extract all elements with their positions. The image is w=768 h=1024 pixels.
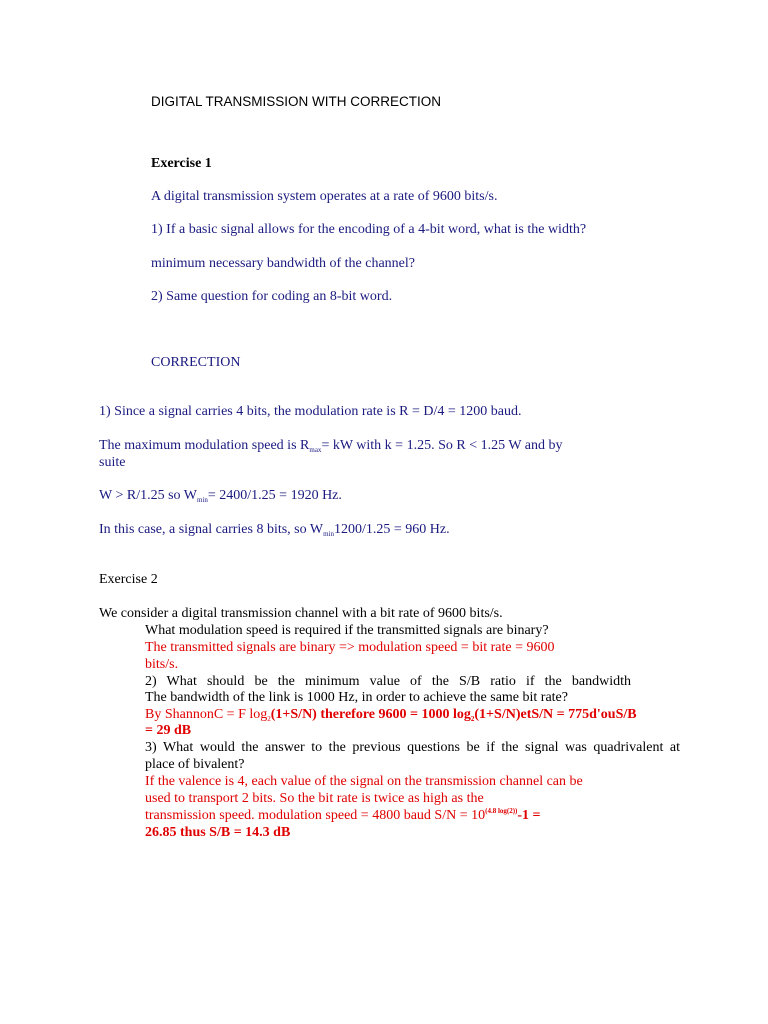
exercise2-question3-line1: 3) What would the answer to the previous questions be if the signal was quadrivalent at: [145, 740, 680, 755]
exercise2-answer2-text-a: By ShannonC = F log: [145, 707, 268, 722]
page-title: DIGITAL TRANSMISSION WITH CORRECTION: [151, 94, 442, 109]
exercise1-question1-line2: minimum necessary bandwidth of the channel?: [151, 256, 415, 271]
correction-line3-text-b: = 2400/1.25 = 1920 Hz.: [207, 488, 342, 503]
exercise2-answer2-line2: = 29 dB: [145, 723, 192, 738]
correction-line2: [99, 438, 563, 454]
correction-heading: CORRECTION: [151, 355, 241, 370]
exercise2-question1: What modulation speed is required if the transmitted signals are binary?: [145, 623, 549, 638]
exercise2-answer3-line4: 26.85 thus S/B = 14.3 dB: [145, 825, 291, 840]
exercise2-answer2-subscript1: 2: [267, 715, 271, 723]
exercise2-answer1-line2: bits/s.: [145, 657, 179, 672]
exercise2-answer3-exponent: (4.8 log(2)): [485, 807, 518, 815]
correction-line3: [99, 488, 342, 504]
exercise1-question1-line1: 1) If a basic signal allows for the encoding of a 4-bit word, what is the width?: [151, 222, 587, 237]
exercise2-question3-line2: place of bivalent?: [145, 757, 245, 772]
correction-line4: [99, 522, 450, 538]
exercise1-statement: A digital transmission system operates at a rate of 9600 bits/s.: [151, 189, 498, 204]
correction-line2-subscript: max: [309, 446, 322, 454]
correction-line3-text-a: W > R/1.25 so W: [99, 488, 197, 503]
correction-line2-text-a: The maximum modulation speed is R: [99, 438, 310, 453]
exercise1-question2: 2) Same question for coding an 8-bit word.: [151, 289, 393, 304]
exercise2-answer2-subscript2: 2: [470, 715, 475, 723]
exercise2-answer2-text-b: (1+S/N) therefore 9600 = 1000 log: [270, 707, 471, 722]
exercise2-question2-line2: The bandwidth of the link is 1000 Hz, in order to achieve the same bit rate?: [145, 690, 568, 705]
exercise2-answer2-line1: [145, 707, 637, 723]
exercise2-answer2-text-c: (1+S/N)etS/N = 775d'ouS/B: [474, 707, 637, 722]
exercise2-answer3-line2: used to transport 2 bits. So the bit rate is twice as high as the: [145, 791, 484, 806]
exercise2-answer3-line1: If the valence is 4, each value of the signal on the transmission channel can be: [145, 774, 583, 789]
exercise2-heading: Exercise 2: [99, 572, 158, 587]
correction-line3-subscript: min: [197, 496, 208, 504]
exercise2-answer1-line1: The transmitted signals are binary => modulation speed = bit rate = 9600: [145, 640, 555, 655]
exercise2-answer3-line3: [145, 808, 541, 824]
correction-line4-text-b: 1200/1.25 = 960 Hz.: [333, 522, 450, 537]
correction-line4-text-a: In this case, a signal carries 8 bits, so W: [99, 522, 324, 537]
exercise1-heading: Exercise 1: [151, 156, 212, 171]
exercise2-question2-line1: 2) What should be the minimum value of the S/B ratio if the bandwidth: [145, 674, 631, 689]
correction-line2-text-b: = kW with k = 1.25. So R < 1.25 W and by: [321, 438, 563, 453]
exercise2-answer3-text-a: transmission speed. modulation speed = 4800 baud S/N = 10: [145, 808, 486, 823]
correction-line2-continuation: suite: [99, 455, 126, 470]
exercise2-intro: We consider a digital transmission channel with a bit rate of 9600 bits/s.: [99, 606, 503, 621]
correction-line1: 1) Since a signal carries 4 bits, the modulation rate is R = D/4 = 1200 baud.: [99, 404, 522, 419]
exercise2-answer3-text-b: -1 =: [517, 808, 541, 823]
correction-line4-subscript: min: [323, 530, 334, 538]
